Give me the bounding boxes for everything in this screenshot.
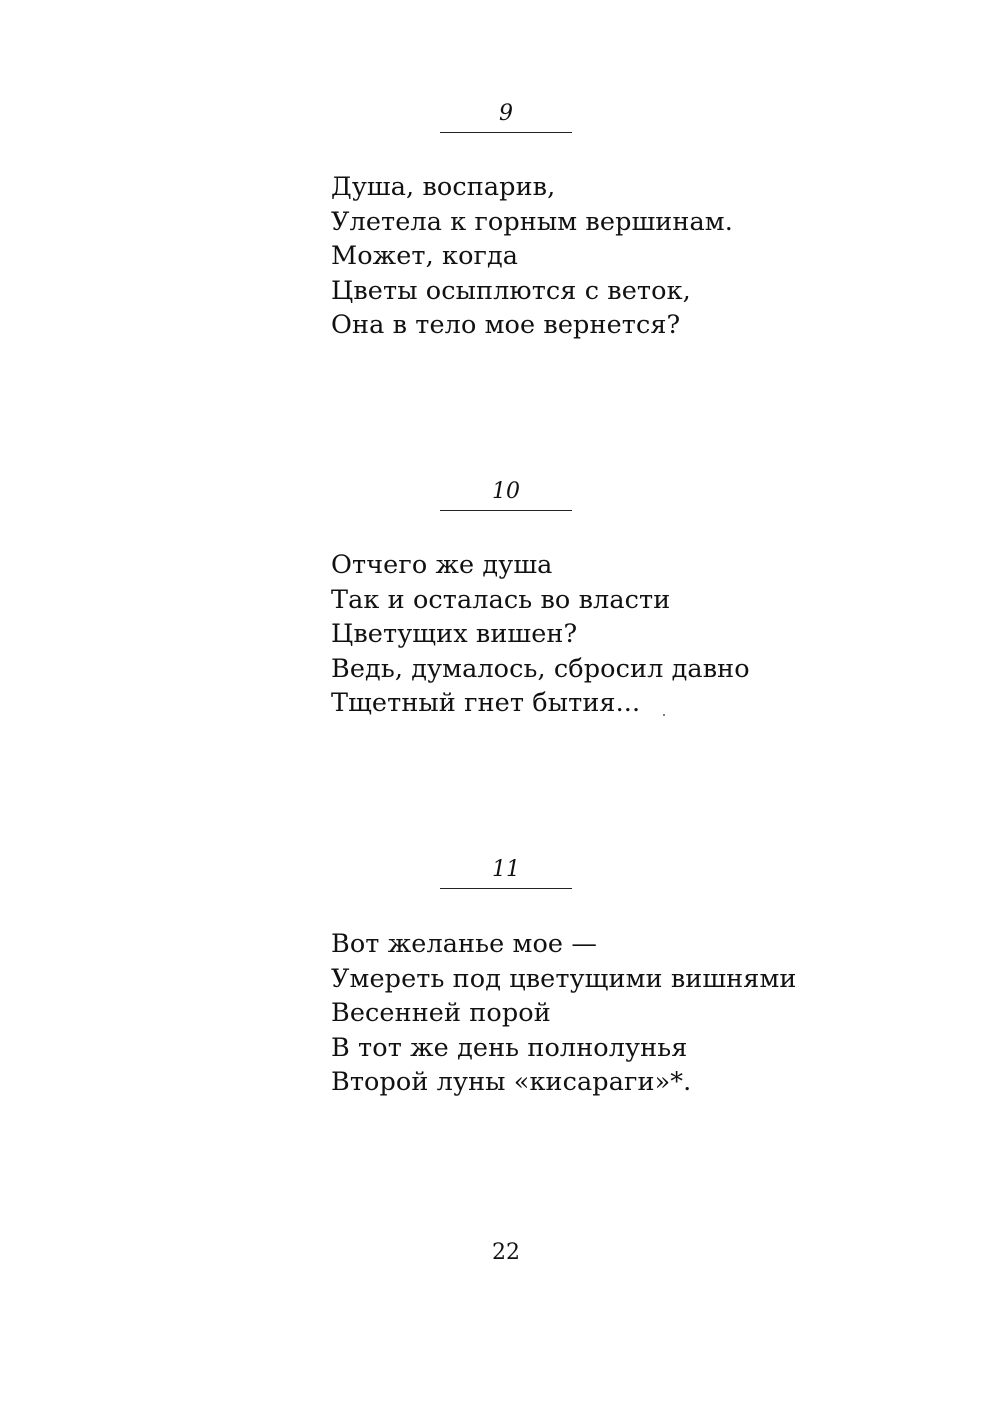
poem-number: 9 [499,101,513,126]
poem-number-rule [440,132,572,133]
poem-line: Умереть под цветущими вишнями [331,963,797,994]
poem-line: Вот желанье мое — [331,929,597,959]
poem-line: Второй луны «кисараги»*. [331,1067,692,1097]
poem-line: Отчего же душа [331,550,553,580]
poem-lines [331,170,971,343]
scan-speck [663,714,665,716]
poem-number-rule [440,510,572,511]
page-number: 22 [492,1240,520,1265]
poem-line: Может, когда [331,241,519,271]
poem-line: Цветы осыплются с веток, [331,275,691,306]
poem-lines [331,548,971,721]
poem-lines [331,927,971,1100]
poem-number: 10 [492,479,520,504]
poem-line: Так и осталась во власти [331,584,671,615]
poem-line: Цветущих вишен? [331,619,578,649]
poem-line: Тщетный гнет бытия... [331,688,641,718]
poem-line: В тот же день полнолунья [331,1032,688,1063]
poem-number-rule [440,888,572,889]
poem-line: Она в тело мое вернется? [331,310,681,340]
poem-line: Ведь, думалось, сбросил давно [331,653,750,684]
poem-line: Улетела к горным вершинам. [331,206,733,237]
poem-number: 11 [492,857,520,882]
poem-line: Весенней порой [331,998,551,1028]
poem-line: Душа, воспарив, [331,172,556,202]
